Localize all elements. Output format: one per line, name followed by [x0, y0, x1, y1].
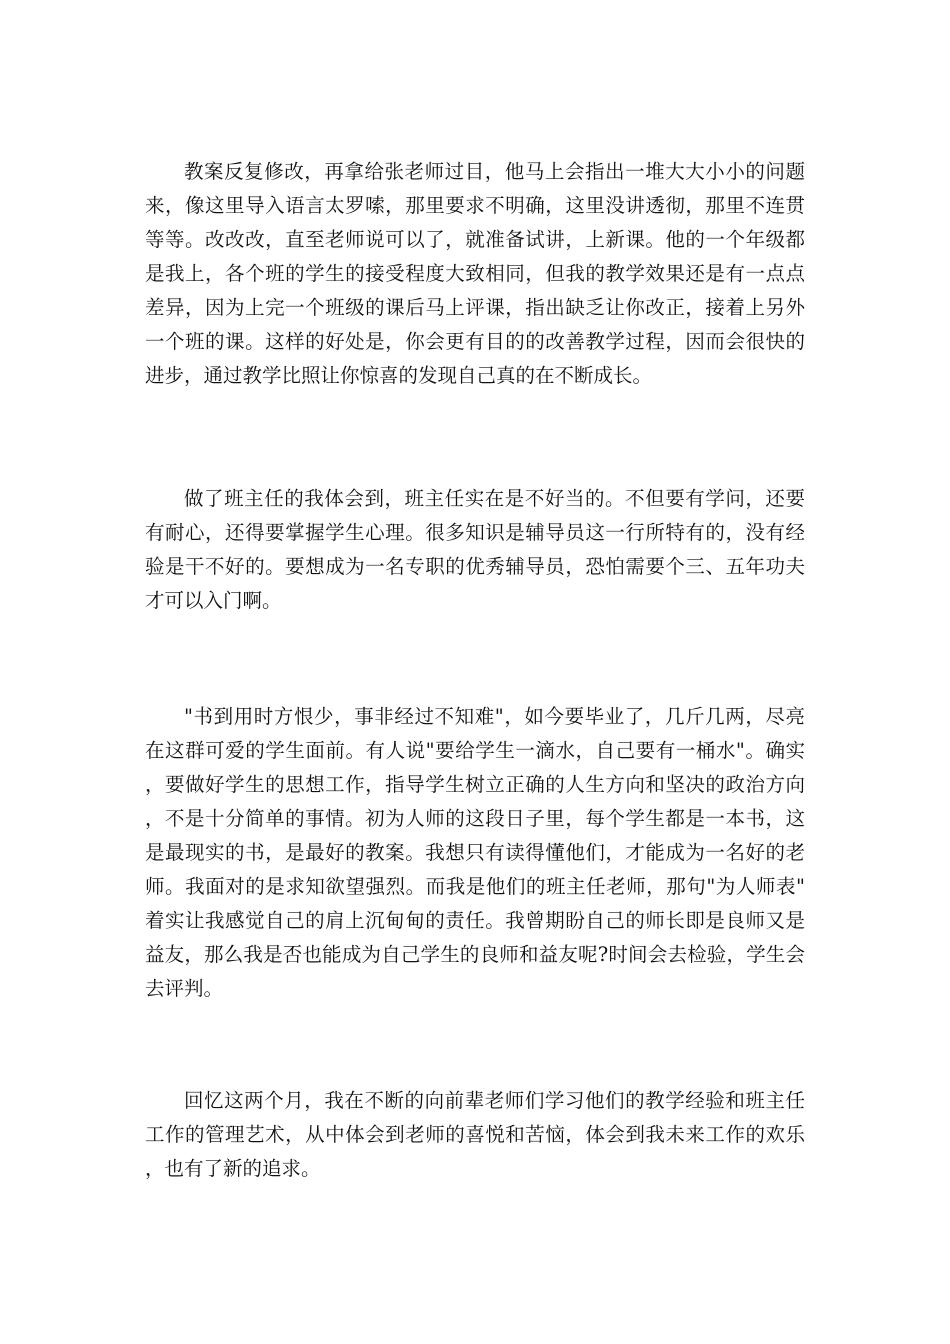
paragraph-two-month-recollection: 回忆这两个月，我在不断的向前辈老师们学习他们的教学经验和班主任工作的管理艺术，从中体会到老师的喜悦和苦恼，体会到我未来工作的欢乐，也有了新的追求。	[145, 1089, 805, 1180]
paragraph-head-teacher-experience: 做了班主任的我体会到，班主任实在是不好当的。不但要有学问，还要有耐心，还得要掌握学生心理。很多知识是辅导员这一行所特有的，没有经验是干不好的。要想成为一名专职的优秀辅导员，恐怕需要个三、五年功夫才可以入门啊。	[145, 487, 805, 612]
paragraph-knowledge-reflection: "书到用时方恨少，事非经过不知难"，如今要毕业了，几斤几两，尽亮在这群可爱的学生面前。有人说"要给学生一滴水，自己要有一桶水"。确实，要做好学生的思想工作，指导学生树立正确的人生方向和坚决的政治方向，不是十分简单的事情。初为人师的这段日子里，每个学生都是一本书，这是最现实的书，是最好的教案。我想只有读得懂他们，才能成为一名好的老师。我面对的是求知欲望强烈。而我是他们的班主任老师，那句"为人师表"着实让我感觉自己的肩上沉甸甸的责任。我曾期盼自己的师长即是良师又是益友，那么我是否也能成为自己学生的良师和益友呢?时间会去检验，学生会去评判。	[145, 705, 805, 1000]
paragraph-lesson-plan-revision: 教案反复修改，再拿给张老师过目，他马上会指出一堆大大小小的问题来，像这里导入语言太罗嗦，那里要求不明确，这里没讲透彻，那里不连贯等等。改改改，直至老师说可以了，就准备试讲，上新课。他的一个年级都是我上，各个班的学生的接受程度大致相同，但我的教学效果还是有一点点差异，因为上完一个班级的课后马上评课，指出缺乏让你改正，接着上另外一个班的课。这样的好处是，你会更有目的的改善教学过程，因而会很快的进步，通过教学比照让你惊喜的发现自己真的在不断成长。	[145, 160, 805, 387]
